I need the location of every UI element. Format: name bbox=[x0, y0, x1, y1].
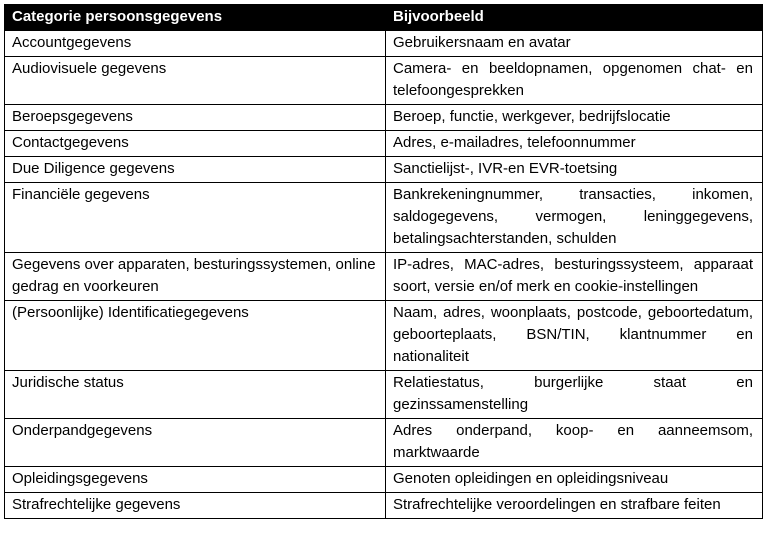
category-cell: Juridische status bbox=[5, 371, 386, 419]
example-cell: IP-adres, MAC-adres, besturingssysteem, apparaat soort, versie en/of merk en cookie-instellingen bbox=[386, 253, 763, 301]
category-cell: Onderpandgegevens bbox=[5, 419, 386, 467]
header-example: Bijvoorbeeld bbox=[386, 5, 763, 31]
example-cell: Bankrekeningnummer, transacties, inkomen, saldogegevens, vermogen, leninggegevens, betalingsachterstanden, schulden bbox=[386, 183, 763, 253]
table-row bbox=[5, 105, 763, 131]
table-row bbox=[5, 493, 763, 519]
category-cell: Due Diligence gegevens bbox=[5, 157, 386, 183]
example-cell: Strafrechtelijke veroordelingen en strafbare feiten bbox=[386, 493, 763, 519]
category-cell: Strafrechtelijke gegevens bbox=[5, 493, 386, 519]
example-cell: Gebruikersnaam en avatar bbox=[386, 31, 763, 57]
category-cell: Beroepsgegevens bbox=[5, 105, 386, 131]
table-row bbox=[5, 419, 763, 467]
table-row bbox=[5, 371, 763, 419]
personal-data-table bbox=[4, 4, 763, 519]
category-cell: Accountgegevens bbox=[5, 31, 386, 57]
table-row bbox=[5, 183, 763, 253]
example-cell: Sanctielijst-, IVR-en EVR-toetsing bbox=[386, 157, 763, 183]
table-row bbox=[5, 253, 763, 301]
table-row bbox=[5, 131, 763, 157]
example-cell: Adres onderpand, koop- en aanneemsom, marktwaarde bbox=[386, 419, 763, 467]
table-row bbox=[5, 157, 763, 183]
personal-data-table-container bbox=[4, 4, 762, 519]
category-cell: Contactgegevens bbox=[5, 131, 386, 157]
category-cell: Opleidingsgegevens bbox=[5, 467, 386, 493]
table-row bbox=[5, 31, 763, 57]
table-row bbox=[5, 301, 763, 371]
category-cell: Audiovisuele gegevens bbox=[5, 57, 386, 105]
header-category: Categorie persoonsgegevens bbox=[5, 5, 386, 31]
example-cell: Naam, adres, woonplaats, postcode, geboortedatum, geboorteplaats, BSN/TIN, klantnummer en nationaliteit bbox=[386, 301, 763, 371]
table-header-row bbox=[5, 5, 763, 31]
category-cell: Gegevens over apparaten, besturingssystemen, online gedrag en voorkeuren bbox=[5, 253, 386, 301]
table-row bbox=[5, 57, 763, 105]
category-cell: Financiële gegevens bbox=[5, 183, 386, 253]
example-cell: Relatiestatus, burgerlijke staat en gezinssamenstelling bbox=[386, 371, 763, 419]
table-row bbox=[5, 467, 763, 493]
category-cell: (Persoonlijke) Identificatiegegevens bbox=[5, 301, 386, 371]
example-cell: Beroep, functie, werkgever, bedrijfslocatie bbox=[386, 105, 763, 131]
example-cell: Adres, e-mailadres, telefoonnummer bbox=[386, 131, 763, 157]
example-cell: Camera- en beeldopnamen, opgenomen chat- en telefoongesprekken bbox=[386, 57, 763, 105]
example-cell: Genoten opleidingen en opleidingsniveau bbox=[386, 467, 763, 493]
